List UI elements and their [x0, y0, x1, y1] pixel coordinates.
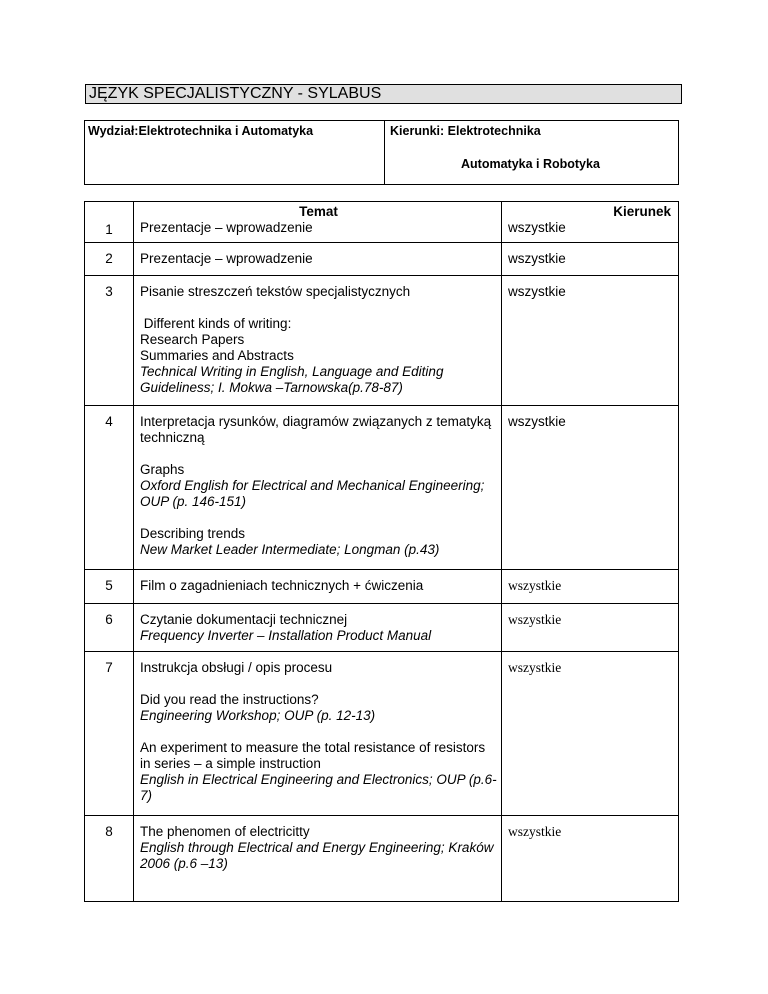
- topic-cell: [134, 652, 502, 816]
- row-number: 3: [85, 276, 134, 406]
- subtopic-line: Graphs: [140, 462, 185, 477]
- row-number: 4: [85, 406, 134, 570]
- table-row: [85, 243, 679, 276]
- row-number: 8: [85, 816, 134, 902]
- source-reference: Technical Writing in English, Language and Editing Guideliness; I. Mokwa –Tarnowska(p.78-87): [140, 364, 444, 395]
- topic-text: The phenomen of electricitty: [140, 824, 310, 839]
- direction-text: wszystkie: [502, 406, 679, 570]
- topic-cell: [134, 604, 502, 652]
- row-number: 5: [85, 570, 134, 604]
- topic-cell: [134, 276, 502, 406]
- subtopic-line: Summaries and Abstracts: [140, 348, 294, 363]
- direction-text: wszystkie: [502, 816, 679, 902]
- topic-cell: [134, 816, 502, 902]
- faculty-label: Wydział:Elektrotechnika i Automatyka: [88, 124, 314, 138]
- table-row: [85, 816, 679, 902]
- table-row: [85, 276, 679, 406]
- direction-text: wszystkie: [502, 276, 679, 406]
- row-number: 1: [85, 202, 134, 243]
- direction-text: wszystkie: [502, 570, 679, 604]
- table-row: [85, 406, 679, 570]
- syllabus-table: [84, 201, 679, 902]
- topic-text: Czytanie dokumentacji technicznej: [140, 612, 348, 627]
- table-row: [85, 652, 679, 816]
- direction-text: wszystkie: [502, 652, 679, 816]
- source-reference: Frequency Inverter – Installation Product Manual: [140, 628, 432, 643]
- subtopic-line: An experiment to measure the total resistance of resistors in series – a simple instruction: [140, 740, 486, 771]
- direction-cell: [502, 202, 679, 243]
- direction-text: wszystkie: [502, 243, 679, 276]
- topic-text: Film o zagadnieniach technicznych + ćwiczenia: [134, 570, 502, 604]
- directions-line-1: Kierunki: Elektrotechnika: [390, 124, 541, 138]
- header-topic: Temat: [299, 204, 338, 219]
- direction-text: wszystkie: [508, 220, 566, 235]
- topic-cell: [134, 406, 502, 570]
- topic-text: Prezentacje – wprowadzenie: [134, 243, 502, 276]
- directions-line-2: Automatyka i Robotyka: [461, 157, 600, 171]
- source-reference: English in Electrical Engineering and Electronics; OUP (p.6-7): [140, 772, 497, 803]
- info-table: [84, 120, 679, 185]
- topic-text: Pisanie streszczeń tekstów specjalistycznych: [140, 284, 411, 299]
- subtopic-line: Research Papers: [140, 332, 245, 347]
- subtopic-line: Describing trends: [140, 526, 246, 541]
- document-title: JĘZYK SPECJALISTYCZNY - SYLABUS: [85, 84, 682, 104]
- subtopic-line: Did you read the instructions?: [140, 692, 319, 707]
- topic-cell: [134, 202, 502, 243]
- topic-text: Prezentacje – wprowadzenie: [140, 220, 313, 235]
- row-number: 2: [85, 243, 134, 276]
- source-reference: Oxford English for Electrical and Mechanical Engineering; OUP (p. 146-151): [140, 478, 485, 509]
- table-row: [85, 202, 679, 243]
- subtopic-intro: Different kinds of writing:: [140, 316, 292, 331]
- table-row: [85, 570, 679, 604]
- directions-cell: [385, 121, 679, 185]
- header-direction: Kierunek: [613, 204, 671, 219]
- topic-text: Instrukcja obsługi / opis procesu: [140, 660, 333, 675]
- source-reference: English through Electrical and Energy Engineering; Kraków 2006 (p.6 –13): [140, 840, 494, 871]
- topic-text: Interpretacja rysunków, diagramów związanych z tematyką techniczną: [140, 414, 492, 445]
- source-reference: Engineering Workshop; OUP (p. 12-13): [140, 708, 376, 723]
- row-number: 7: [85, 652, 134, 816]
- source-reference: New Market Leader Intermediate; Longman (p.43): [140, 542, 440, 557]
- direction-text: wszystkie: [502, 604, 679, 652]
- table-row: [85, 604, 679, 652]
- row-number: 6: [85, 604, 134, 652]
- faculty-cell: [85, 121, 385, 185]
